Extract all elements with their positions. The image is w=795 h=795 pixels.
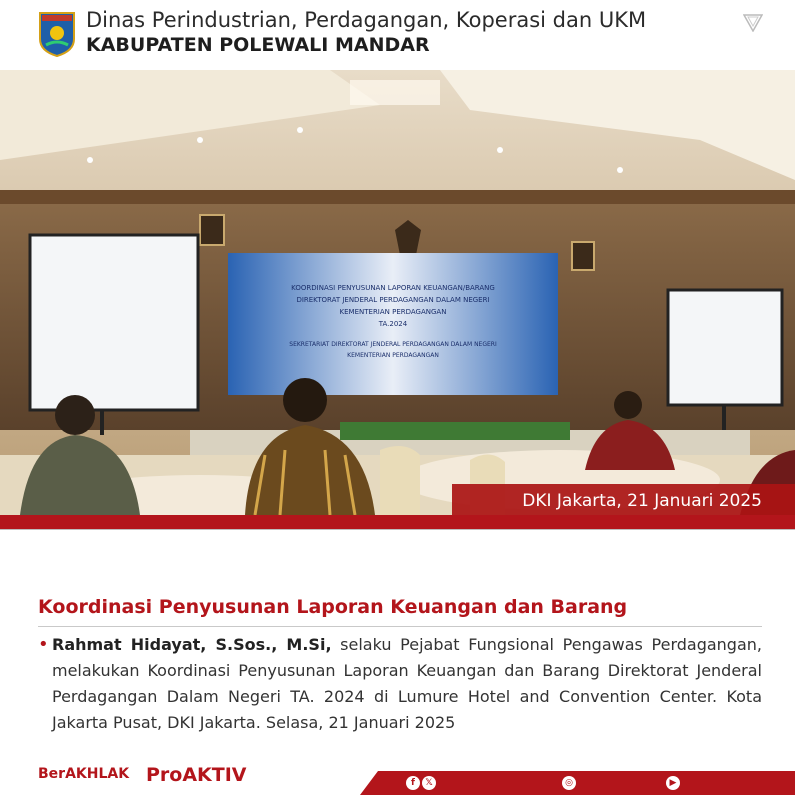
facebook-icon[interactable]: f [406, 776, 420, 790]
triangle-down-icon [743, 14, 763, 32]
photo-caption: DKI Jakarta, 21 Januari 2025 [522, 491, 762, 511]
regency-logo [38, 11, 76, 57]
banner-line2: DIREKTORAT JENDERAL PERDAGANGAN DALAM NEGERI [296, 296, 490, 304]
article-text: selaku Pejabat Fungsional Pengawas Perdagangan, melakukan Koordinasi Penyusunan Laporan Keuangan dan Barang Direktorat Jenderal Perdagangan Dalam Negeri TA. 2024 di Lumure Hotel and Convention Center. Kota Jakarta Pusat, DKI Jakarta. Selasa, 21 Januari 2025 [52, 635, 762, 732]
article-title: Koordinasi Penyusunan Laporan Keuangan dan Barang [38, 596, 628, 618]
social-bar [378, 771, 795, 795]
youtube-icon[interactable]: ▶ [666, 776, 680, 790]
banner-line1: KOORDINASI PENYUSUNAN LAPORAN KEUANGAN/BARANG [291, 284, 495, 292]
instagram-icon[interactable]: ◎ [562, 776, 576, 790]
x-icon[interactable]: 𝕏 [422, 776, 436, 790]
event-photo [0, 70, 795, 515]
person-name: Rahmat Hidayat, S.Sos., M.Si, [52, 635, 332, 654]
divider-stripe [0, 515, 795, 529]
article-body [52, 632, 762, 736]
bullet-icon: • [38, 634, 49, 655]
regency-name: KABUPATEN POLEWALI MANDAR [86, 34, 430, 56]
banner-line4: TA.2024 [378, 320, 408, 328]
banner-line5: SEKRETARIAT DIREKTORAT JENDERAL PERDAGANGAN DALAM NEGERI [289, 341, 497, 348]
title-rule [38, 626, 762, 627]
header [0, 0, 795, 70]
berakhlak-logo: BerAKHLAK [38, 766, 130, 782]
divider-line [0, 529, 795, 534]
proaktiv-logo: ProAKTIV [146, 764, 247, 786]
banner-line3: KEMENTERIAN PERDAGANGAN [339, 308, 447, 316]
org-name: Dinas Perindustrian, Perdagangan, Koperasi dan UKM [86, 8, 647, 32]
banner-line6: KEMENTERIAN PERDAGANGAN [347, 352, 439, 359]
